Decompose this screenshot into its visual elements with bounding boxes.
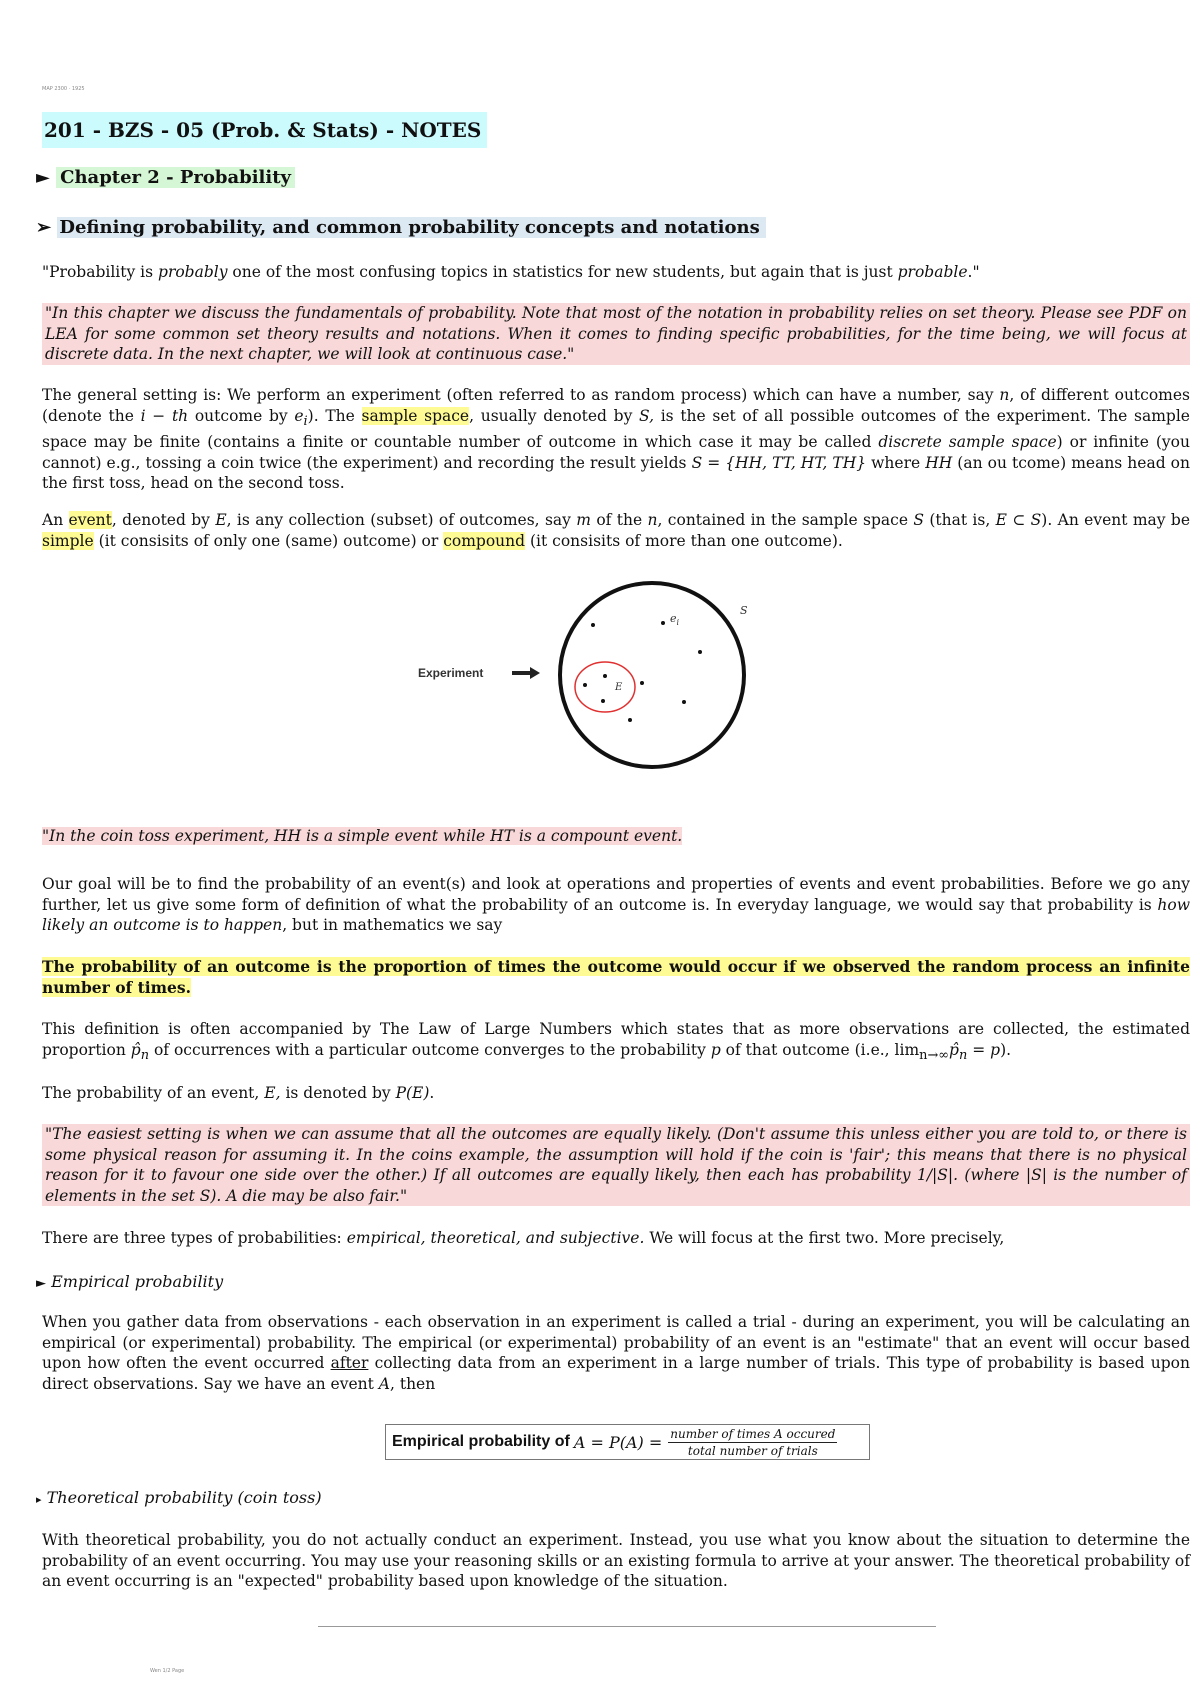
outcome-point [583, 683, 587, 687]
event-probability-notation: The probability of an event, E, is denoted by P(E). [42, 1084, 435, 1102]
triangle-bullet-icon: ► [36, 1276, 46, 1291]
outcome-point [603, 674, 607, 678]
chapter-label: Chapter 2 - Probability [56, 167, 295, 188]
outcome-ei-label: $e_i$ [670, 612, 680, 627]
empirical-heading: ► Empirical probability [36, 1272, 224, 1291]
term-compound: compound [443, 531, 526, 550]
probability-definition: The probability of an outcome is the proportion of times the outcome would occur if we observed the random process an infinite number of times. [42, 957, 1190, 997]
triangle-bullet-icon: ► [36, 167, 50, 188]
section-label: Defining probability, and common probability concepts and notations [57, 217, 765, 238]
right-arrow-icon [512, 667, 540, 679]
outcome-point [591, 623, 595, 627]
outcome-point [601, 699, 605, 703]
quote-probably: "Probability is probably one of the most confusing topics in statistics for new students, but again that is just probable." [42, 263, 980, 281]
term-simple: simple [42, 531, 94, 550]
section-heading [36, 215, 766, 241]
law-of-large-numbers: This definition is often accompanied by The Law of Large Numbers which states that as more observations are collected, the estimated proportion $p̂_n$ of occurrences with a particular outcome converges to the probability p of that outcome (i.e., $\lim_{n\to\infty}p̂_n = p$). [42, 1020, 1190, 1063]
outcome-point [628, 718, 632, 722]
formula-fraction: $\frac{\text{number of times A occured}}{\text{total number of trials}}$ [670, 1426, 836, 1458]
experiment-label: Experiment [418, 666, 484, 680]
outcome-point [698, 650, 702, 654]
event-E-label: E [615, 682, 623, 693]
term-sample-space: sample space [361, 406, 470, 425]
chapter-heading [36, 165, 295, 191]
general-setting-paragraph: The general setting is: We perform an experiment (often referred to as random process) which can have a number, say n, of different outcomes (denote the i − th outcome by $e_i$). The sample space, usually denoted by S, is the set of all possible outcomes of the experiment. The sample space may be finite (contains a finite or countable number of outcome in which case it may be called discrete sample space) or infinite (you cannot) e.g., tossing a coin twice (the experiment) and recording the result yields S = {HH, TT, HT, TH} where HH (an ou tcome) means head on the first toss, head on the second toss. [42, 386, 1190, 493]
event-E-ellipse [575, 662, 635, 712]
goal-paragraph: Our goal will be to find the probability of an event(s) and look at operations and properties of events and event probabilities. Before we go any further, let us give some form of definition of what the probability of an outcome is. In everyday language, we would say that probability is how likely an outcome is to happen, but in mathematics we say [42, 875, 1190, 934]
theoretical-paragraph: With theoretical probability, you do not actually conduct an experiment. Instead, you use what you know about the situation to determine the probability of an event occurring. You may use your reasoning skills or an existing formula to arrive at your answer. The theoretical probability of an event occurring is an "expected" probability based upon knowledge of the situation. [42, 1531, 1190, 1590]
outcome-points [583, 621, 702, 722]
empirical-formula-box: Empirical probability of A = P(A) = $\frac{\text{number of times A occured}}{\text{total number of trials}}$ [385, 1424, 870, 1460]
empirical-paragraph: When you gather data from observations - each observation in an experiment is called a trial - during an experiment, you will be calculating an empirical (or experimental) probability. The empirical (or experimental) probability of an event is an "estimate" that an event will occur based upon how often the event occurred after collecting data from an experiment in a large number of trials. This type of probability is based upon direct observations. Say we have an event A, then [42, 1313, 1190, 1393]
equally-likely-note: "The easiest setting is when we can assume that all the outcomes are equally likely. (Don't assume this unless either you are told to, or there is some physical reason for assuming it. In the coins example, the assumption will hold if the coin is 'fair'; this means that there is no physical reason for it to favour one side over the other.) If all outcomes are equally likely, then each has probability 1/|S|. (where |S| is the number of elements in the set S). A die may be also fair." [42, 1124, 1190, 1206]
page-title: 201 - BZS - 05 (Prob. & Stats) - NOTES [42, 112, 487, 148]
outcome-point [640, 681, 644, 685]
triangle-bullet-icon: ▸ [36, 1493, 42, 1506]
divider [318, 1626, 936, 1627]
theoretical-heading: ▸ Theoretical probability (coin toss) [36, 1488, 322, 1507]
header-tiny-text: MAP 2300 · 1925 [42, 86, 85, 92]
footer-tiny-text: Wen 1/2 Page [150, 1668, 185, 1674]
sample-space-diagram [400, 580, 780, 780]
coin-toss-note: "In the coin toss experiment, HH is a simple event while HT is a compount event. [42, 827, 683, 845]
sample-space-circle [560, 583, 744, 767]
sample-space-label: S [740, 604, 748, 617]
outcome-point [661, 621, 665, 625]
intro-note: "In this chapter we discuss the fundamentals of probability. Note that most of the notation in probability relies on set theory. Please see PDF on LEA for some common set theory results and notations. When it comes to finding specific probabilities, for the time being, we will focus at discrete data. In the next chapter, we will look at continuous case." [42, 303, 1190, 365]
term-event: event [68, 511, 112, 529]
outcome-point [682, 700, 686, 704]
probability-types: There are three types of probabilities: empirical, theoretical, and subjective. We will focus at the first two. More precisely, [42, 1229, 1005, 1247]
event-paragraph: An event, denoted by E, is any collection (subset) of outcomes, say m of the n, contained in the sample space S (that is, E ⊂ S). An event may be simple (it consisits of only one (same) outcome) or compound (it consisits of more than one outcome). [42, 511, 1191, 550]
arrow-bullet-icon: ➢ [36, 217, 52, 238]
